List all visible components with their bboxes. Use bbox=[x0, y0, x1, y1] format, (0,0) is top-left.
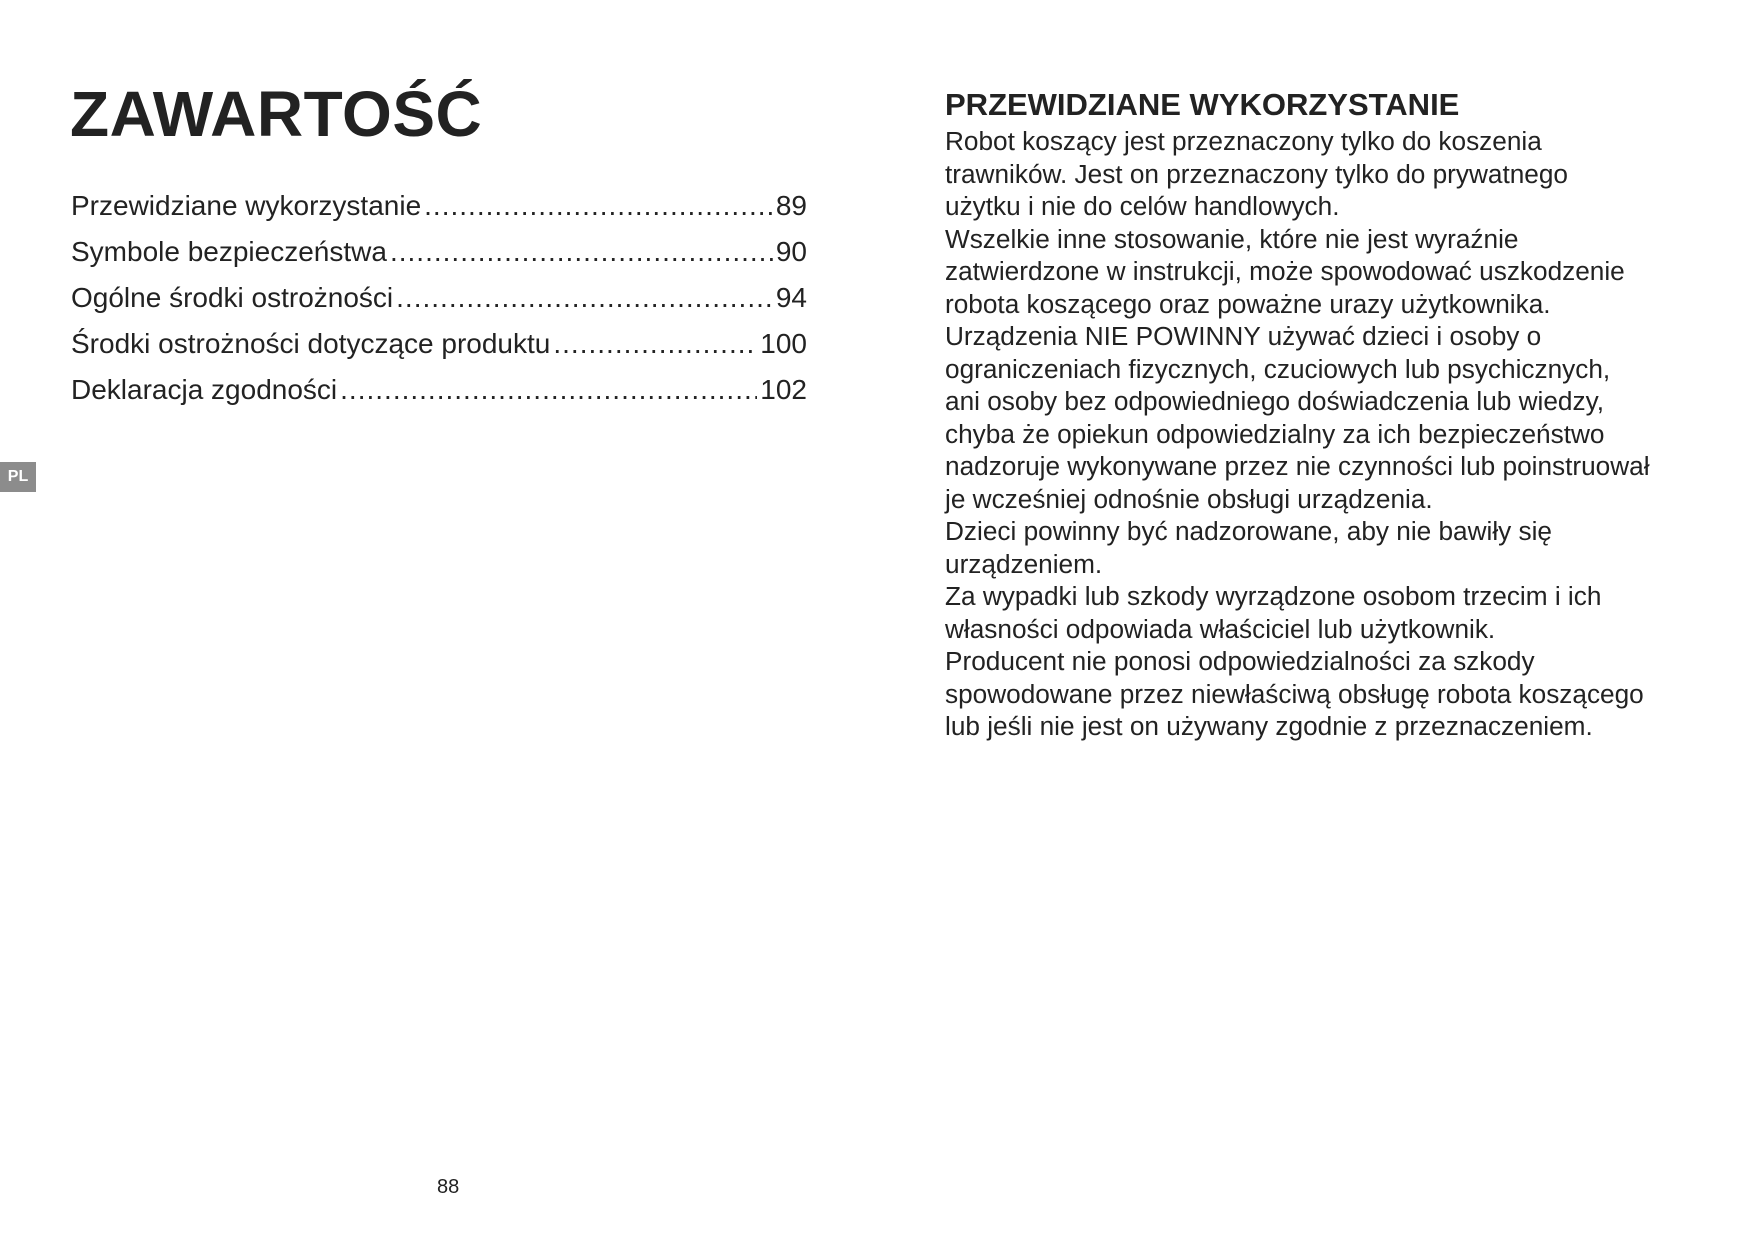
toc-entry-page: 94 bbox=[775, 282, 807, 313]
toc-entry-label: Przewidziane wykorzystanie bbox=[71, 190, 422, 221]
body-line: użytku i nie do celów handlowych. bbox=[945, 191, 1340, 221]
body-line: ani osoby bez odpowiedniego doświadczenia lub wiedzy, bbox=[945, 386, 1604, 416]
body-line: urządzeniem. bbox=[945, 548, 1103, 579]
toc-entry[interactable] bbox=[71, 229, 807, 275]
body-line: własności odpowiada właściciel lub użytkownik. bbox=[945, 613, 1496, 644]
page-number: 88 bbox=[437, 1176, 460, 1198]
table-of-contents bbox=[71, 183, 807, 413]
body-line: je wcześniej odnośnie obsługi urządzenia. bbox=[945, 483, 1433, 514]
body-line: zatwierdzone w instrukcji, może spowodować uszkodzenie bbox=[945, 256, 1625, 286]
left-page bbox=[0, 0, 874, 1241]
body-line: Dzieci powinny być nadzorowane, aby nie bawiły się bbox=[945, 516, 1552, 546]
section-body bbox=[945, 125, 1685, 743]
body-line: robota koszącego oraz poważne urazy użytkownika. bbox=[945, 288, 1551, 319]
toc-leader-dots bbox=[553, 321, 757, 367]
body-line: Robot koszący jest przeznaczony tylko do koszenia bbox=[945, 126, 1542, 156]
toc-entry-label: Symbole bezpieczeństwa bbox=[71, 236, 387, 267]
language-tab: PL bbox=[0, 462, 36, 492]
toc-leader-dots bbox=[396, 275, 773, 321]
body-line: trawników. Jest on przeznaczony tylko do prywatnego bbox=[945, 158, 1569, 189]
section-heading: PRZEWIDZIANE WYKORZYSTANIE bbox=[945, 87, 1460, 122]
toc-entry-page: 100 bbox=[760, 328, 807, 359]
toc-entry[interactable] bbox=[71, 183, 807, 229]
toc-entry-label: Ogólne środki ostrożności bbox=[71, 282, 394, 313]
body-line: ograniczeniach fizycznych, czuciowych lub psychicznych, bbox=[945, 353, 1611, 384]
toc-entry-page: 90 bbox=[775, 236, 807, 267]
toc-title: ZAWARTOŚĆ bbox=[70, 78, 483, 150]
body-line: Producent nie ponosi odpowiedzialności za szkody bbox=[945, 646, 1535, 676]
body-line: Wszelkie inne stosowanie, które nie jest wyraźnie bbox=[945, 223, 1519, 254]
toc-entry-page: 89 bbox=[775, 190, 807, 221]
toc-leader-dots bbox=[340, 367, 757, 413]
body-line: lub jeśli nie jest on używany zgodnie z przeznaczeniem. bbox=[945, 711, 1593, 741]
body-line: chyba że opiekun odpowiedzialny za ich bezpieczeństwo bbox=[945, 418, 1605, 449]
toc-entry-label: Deklaracja zgodności bbox=[71, 374, 338, 405]
toc-entry-label: Środki ostrożności dotyczące produktu bbox=[71, 328, 551, 359]
body-line: Urządzenia NIE POWINNY używać dzieci i osoby o bbox=[945, 321, 1542, 351]
body-line: spowodowane przez niewłaściwą obsługę robota koszącego bbox=[945, 678, 1644, 709]
body-line: Za wypadki lub szkody wyrządzone osobom trzecim i ich bbox=[945, 581, 1602, 611]
toc-entry-page: 102 bbox=[760, 374, 807, 405]
toc-entry[interactable] bbox=[71, 367, 807, 413]
toc-leader-dots bbox=[390, 229, 773, 275]
toc-entry[interactable] bbox=[71, 321, 807, 367]
toc-entry[interactable] bbox=[71, 275, 807, 321]
body-line: nadzoruje wykonywane przez nie czynności lub poinstruował bbox=[945, 451, 1650, 481]
toc-leader-dots bbox=[424, 183, 773, 229]
